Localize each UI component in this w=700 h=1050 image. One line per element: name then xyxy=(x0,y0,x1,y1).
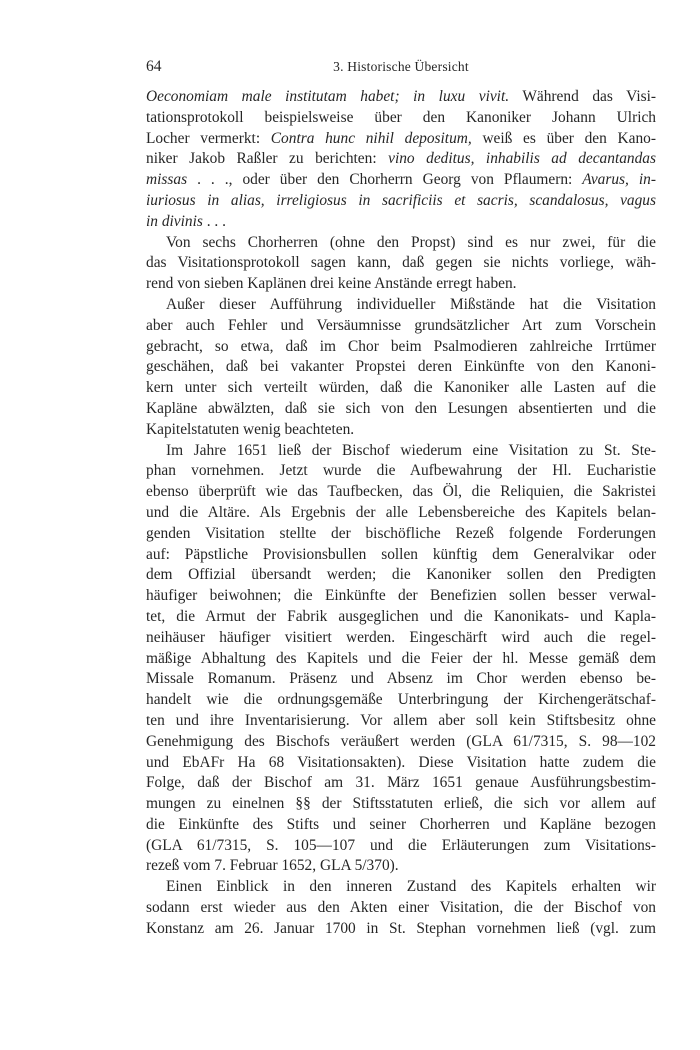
text-line xyxy=(146,295,656,316)
text-segment: mäßige Abhaltung des Kapitels und die Feier der hl. Messe gemäß dem xyxy=(146,649,656,667)
text-segment: gebracht, so etwa, daß im Chor beim Psalmodieren zahlreiche Irrtümer xyxy=(146,337,656,355)
text-segment: niker Jakob Raßler zu berichten: xyxy=(146,150,389,168)
text-line xyxy=(146,378,656,399)
text-line xyxy=(146,461,656,482)
text-segment: rezeß vom 7. Februar 1652, GLA 5/370). xyxy=(146,857,399,875)
text-segment: phan vornehmen. Jetzt wurde die Aufbewahrung der Hl. Eucharistie xyxy=(146,462,656,480)
text-line xyxy=(146,191,656,212)
text-line xyxy=(146,503,656,524)
text-line xyxy=(146,149,656,170)
text-line xyxy=(146,773,656,794)
text-line xyxy=(146,399,656,420)
italic-text-segment: in divinis xyxy=(146,212,203,230)
text-line xyxy=(146,274,656,295)
italic-text-segment: iuriosus in alias, irreligiosus in sacrificiis et sacris, scandalosus, vagus xyxy=(146,191,656,209)
text-line xyxy=(146,690,656,711)
text-line xyxy=(146,815,656,836)
text-line xyxy=(146,898,656,919)
page-number: 64 xyxy=(146,58,162,75)
text-segment: Von sechs Chorherren (ohne den Propst) sind es nur zwei, für die xyxy=(166,233,656,251)
text-line xyxy=(146,545,656,566)
text-line xyxy=(146,628,656,649)
text-line xyxy=(146,420,656,441)
text-line xyxy=(146,357,656,378)
text-line xyxy=(146,836,656,857)
text-line xyxy=(146,441,656,462)
text-segment: Konstanz am 26. Januar 1700 in St. Stephan vornehmen ließ (vgl. zum xyxy=(146,919,656,937)
text-line xyxy=(146,316,656,337)
text-segment: mungen zu einelnen §§ der Stiftsstatuten erließ, die sich vor allem auf xyxy=(146,795,656,813)
running-head: 3. Historische Übersicht xyxy=(333,59,469,74)
text-segment: Während das Visi- xyxy=(509,88,656,105)
text-line xyxy=(146,919,656,940)
text-segment: handelt wie die ordnungsgemäße Unterbringung der Kirchengerätschaf- xyxy=(146,691,656,709)
text-line xyxy=(146,170,656,191)
text-segment: dem Offizial übersandt werden; die Kanoniker sollen den Predigten xyxy=(146,566,656,584)
text-segment: tet, die Armut der Fabrik ausgeglichen und die Kanonikats- und Kapla- xyxy=(146,607,656,625)
text-segment: tationsprotokoll beispielsweise über den Kanoniker Johann Ulrich xyxy=(146,108,656,126)
italic-text-segment: Oeconomiam male institutam habet; in luxu vivit. xyxy=(146,88,510,105)
text-line xyxy=(146,524,656,545)
text-line xyxy=(146,565,656,586)
text-line xyxy=(146,877,656,898)
text-segment: rend von sieben Kaplänen drei keine Anstände erregt haben. xyxy=(146,275,517,293)
italic-text-segment: Contra hunc nihil depositum, xyxy=(270,129,472,147)
text-segment: Locher vermerkt: xyxy=(146,129,271,147)
text-segment: . . . xyxy=(202,212,226,230)
text-line xyxy=(146,337,656,358)
text-line xyxy=(146,108,656,129)
text-line xyxy=(146,129,656,150)
text-line xyxy=(146,482,656,503)
text-line xyxy=(146,212,656,233)
text-segment: weiß es über den Kano- xyxy=(471,129,656,147)
text-segment: sodann erst wieder aus den Akten einer Visitation, die der Bischof von xyxy=(146,899,656,917)
text-segment: aber auch Fehler und Versäumnisse grundsätzlicher Art zum Vorschein xyxy=(146,316,656,334)
text-segment: . . ., oder über den Chorherrn Georg von Pflaumern: xyxy=(187,171,583,189)
text-line xyxy=(146,586,656,607)
text-segment: Außer dieser Aufführung individueller Mißstände hat die Visitation xyxy=(166,295,656,313)
text-segment: und die Altäre. Als Ergebnis der alle Lebensbereiche des Kapitels belan- xyxy=(146,503,656,521)
text-segment: häufiger beiwohnen; die Einkünfte der Benefizien sollen besser verwal- xyxy=(146,587,656,605)
text-line xyxy=(146,732,656,753)
text-segment: (GLA 61/7315, S. 105—107 und die Erläuterungen zum Visitations- xyxy=(146,836,656,854)
text-line xyxy=(146,233,656,254)
text-segment: und EbAFr Ha 68 Visitationsakten). Diese Visitation hatte zudem die xyxy=(146,753,656,771)
text-segment: ten und ihre Inventarisierung. Vor allem aber soll kein Stiftsbesitz ohne xyxy=(146,711,656,729)
text-segment: kern unter sich verteilt würden, daß die Kanoniker alle Lasten auf die xyxy=(146,379,656,397)
italic-text-segment: Avarus, in- xyxy=(582,171,656,189)
text-line xyxy=(146,753,656,774)
text-segment: Im Jahre 1651 ließ der Bischof wiederum eine Visitation zu St. Ste- xyxy=(166,441,656,459)
text-line xyxy=(146,711,656,732)
text-segment: auf: Päpstliche Provisionsbullen sollen künftig dem Generalvikar oder xyxy=(146,545,656,563)
italic-text-segment: vino deditus, inhabilis ad decantandas xyxy=(388,150,656,168)
text-segment: Einen Einblick in den inneren Zustand des Kapitels erhalten wir xyxy=(166,878,656,896)
text-line xyxy=(146,794,656,815)
text-segment: die Einkünfte des Stifts und seiner Chorherren und Kapläne bezogen xyxy=(146,815,656,833)
italic-text-segment: missas xyxy=(146,171,188,189)
text-segment: Genehmigung des Bischofs veräußert werden (GLA 61/7315, S. 98—102 xyxy=(146,732,656,750)
text-line xyxy=(146,856,656,877)
text-segment: ebenso überprüft wie das Taufbecken, das Öl, die Reliquien, die Sakristei xyxy=(146,483,656,501)
text-segment: Folge, daß der Bischof am 31. März 1651 genaue Ausführungsbestim- xyxy=(146,774,656,792)
text-segment: geschähen, daß bei vakanter Propstei deren Einkünfte von den Kanoni- xyxy=(146,358,656,376)
text-segment: das Visitationsprotokoll sagen kann, daß gegen sie nichts vorliege, wäh- xyxy=(146,254,656,272)
text-line xyxy=(146,607,656,628)
text-segment: Kapläne abwälzten, daß sie sich von den Lesungen absentierten und die xyxy=(146,399,656,417)
text-segment: Missale Romanum. Präsenz und Absenz im Chor werden ebenso be- xyxy=(146,670,656,688)
page-header xyxy=(146,58,656,82)
text-line xyxy=(146,253,656,274)
text-line xyxy=(146,649,656,670)
body-text xyxy=(146,87,656,940)
text-segment: Kapitelstatuten wenig beachteten. xyxy=(146,420,355,438)
text-line xyxy=(146,87,656,108)
text-line xyxy=(146,669,656,690)
text-segment: neihäuser häufiger visitiert werden. Eingeschärft wird auch die regel- xyxy=(146,628,656,646)
text-segment: genden Visitation stellte der bischöfliche Rezeß folgende Forderungen xyxy=(146,524,656,542)
